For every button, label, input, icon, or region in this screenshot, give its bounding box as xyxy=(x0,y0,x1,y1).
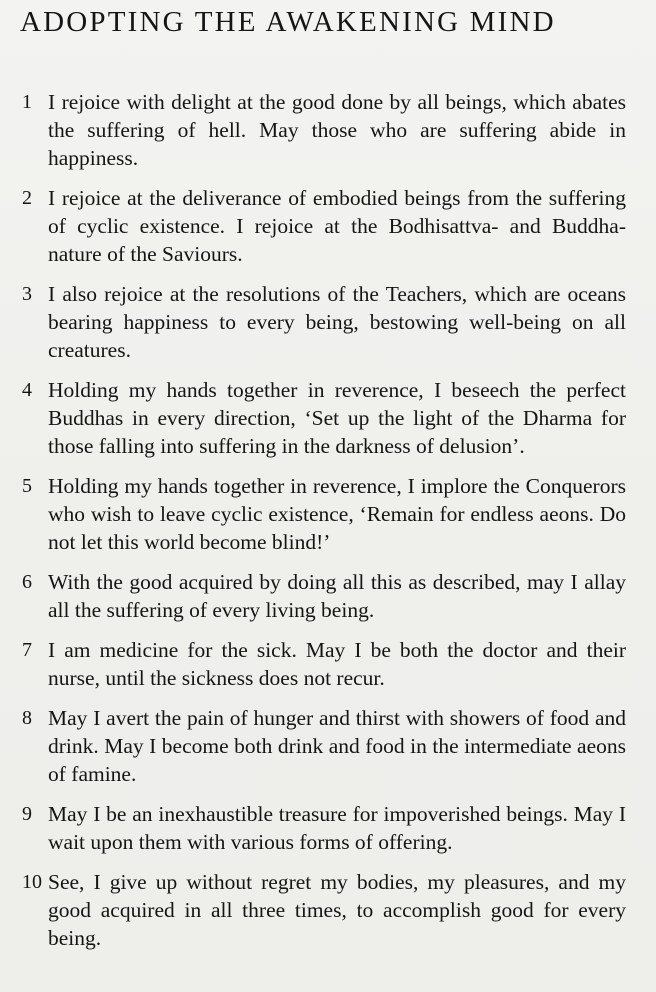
verse-number: 5 xyxy=(22,475,32,497)
verse xyxy=(0,704,656,788)
verse xyxy=(0,472,656,556)
verse-number: 3 xyxy=(22,283,32,305)
verse-number: 7 xyxy=(22,639,32,661)
verse xyxy=(0,568,656,624)
verse-text: I am medicine for the sick. May I be both the doctor and their nurse, until the sickness does not recur. xyxy=(48,638,626,690)
verse-text: I rejoice with delight at the good done by all beings, which abates the suffering of hell. May those who are suffering abide in happiness. xyxy=(48,90,626,170)
verse-text: With the good acquired by doing all this as described, may I allay all the suffering of every living being. xyxy=(48,570,626,622)
verse xyxy=(0,280,656,364)
verse-number: 1 xyxy=(22,91,32,113)
verse-number: 4 xyxy=(22,379,32,401)
verse-number: 9 xyxy=(22,803,32,825)
verse-text: See, I give up without regret my bodies, my pleasures, and my good acquired in all three times, to accomplish good for every being. xyxy=(48,870,626,950)
verse-text: Holding my hands together in reverence, I implore the Conquerors who wish to leave cyclic existence, ‘Remain for endless aeons. Do not let this world become blind!’ xyxy=(48,474,626,554)
verse-number: 10 xyxy=(22,871,42,893)
verse-list xyxy=(0,88,656,964)
verse xyxy=(0,184,656,268)
verse-text: I also rejoice at the resolutions of the Teachers, which are oceans bearing happiness to every being, bestowing well-being on all creatures. xyxy=(48,282,626,362)
verse-number: 2 xyxy=(22,187,32,209)
verse-text: I rejoice at the deliverance of embodied beings from the suffering of cyclic existence. I rejoice at the Bodhisattva- and Buddha-nature of the Saviours. xyxy=(48,186,626,266)
verse xyxy=(0,636,656,692)
verse-number: 6 xyxy=(22,571,32,593)
verse xyxy=(0,88,656,172)
verse-text: Holding my hands together in reverence, I beseech the perfect Buddhas in every direction, ‘Set up the light of the Dharma for those falling into suffering in the darkness of delusion’. xyxy=(48,378,626,458)
verse xyxy=(0,800,656,856)
verse xyxy=(0,376,656,460)
verse-number: 8 xyxy=(22,707,32,729)
verse-text: May I be an inexhaustible treasure for impoverished beings. May I wait upon them with various forms of offering. xyxy=(48,802,626,854)
verse-text: May I avert the pain of hunger and thirst with showers of food and drink. May I become both drink and food in the intermediate aeons of famine. xyxy=(48,706,626,786)
verse xyxy=(0,868,656,952)
page-title: ADOPTING THE AWAKENING MIND xyxy=(20,6,556,38)
